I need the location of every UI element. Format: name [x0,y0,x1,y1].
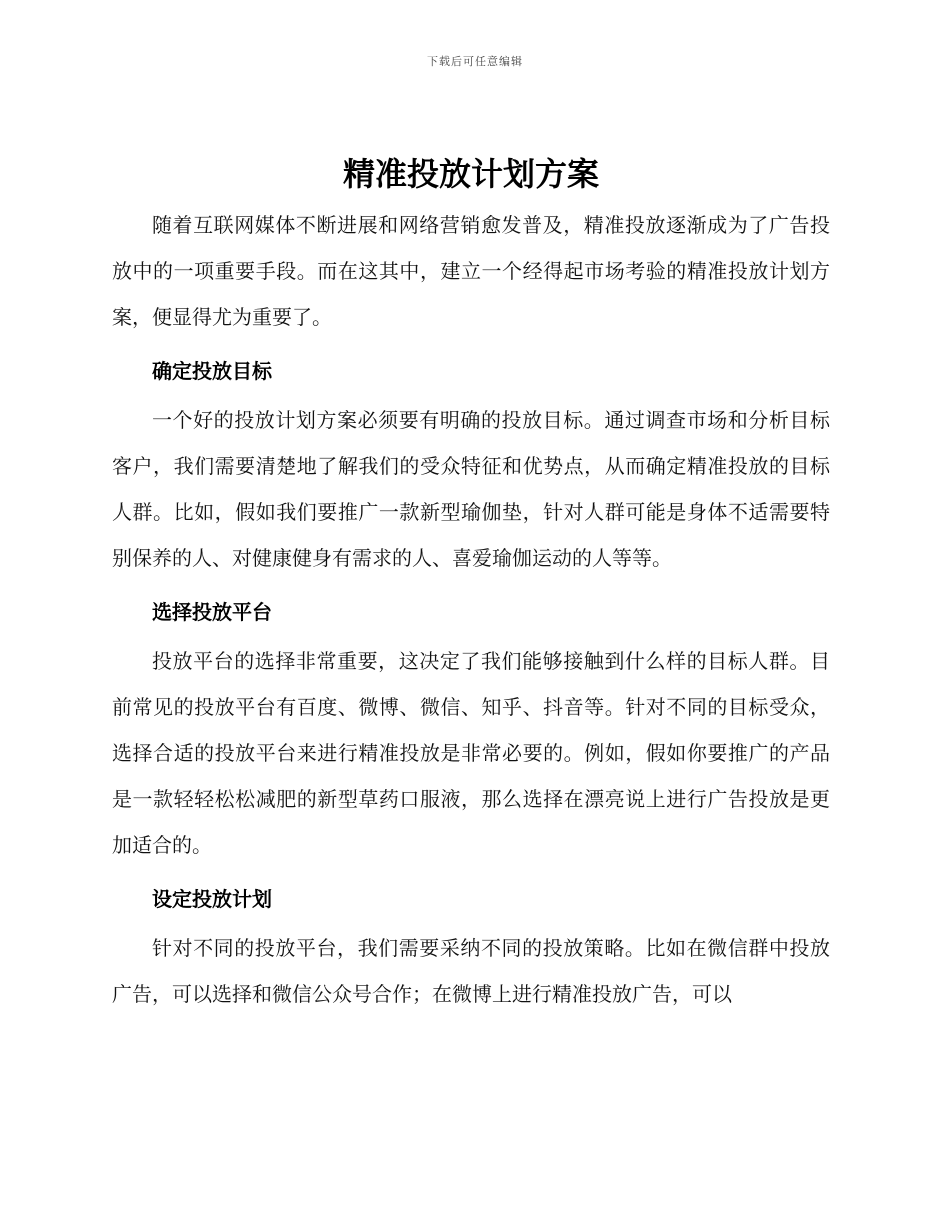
section-body-plan: 针对不同的投放平台，我们需要采纳不同的投放策略。比如在微信群中投放广告，可以选择和微信公众号合作；在微博上进行精准投放广告，可以 [112,936,830,1006]
section-body-platform: 投放平台的选择非常重要，这决定了我们能够接触到什么样的目标人群。目前常见的投放平台有百度、微博、微信、知乎、抖音等。针对不同的目标受众，选择合适的投放平台来进行精准投放是非常必要的。例如，假如你要推广的产品是一款轻轻松松减肥的新型草药口服液，那么选择在漂亮说上进行广告投放是更加适合的。 [112,649,830,857]
section-heading-goals: 确定投放目标 [152,359,272,383]
document-title: 精准投放计划方案 [342,155,599,193]
document-body [112,146,830,1017]
page-header-note: 下载后可任意编辑 [427,55,523,68]
section-heading-plan: 设定投放计划 [152,887,272,911]
intro-paragraph: 随着互联网媒体不断进展和网络营销愈发普及，精准投放逐渐成为了广告投放中的一项重要手段。而在这其中，建立一个经得起市场考验的精准投放计划方案，便显得尤为重要了。 [112,213,830,329]
section-body-goals: 一个好的投放计划方案必须要有明确的投放目标。通过调查市场和分析目标客户，我们需要清楚地了解我们的受众特征和优势点，从而确定精准投放的目标人群。比如，假如我们要推广一款新型瑜伽垫，针对人群可能是身体不适需要特别保养的人、对健康健身有需求的人、喜爱瑜伽运动的人等等。 [112,408,830,570]
section-heading-platform: 选择投放平台 [152,600,272,624]
